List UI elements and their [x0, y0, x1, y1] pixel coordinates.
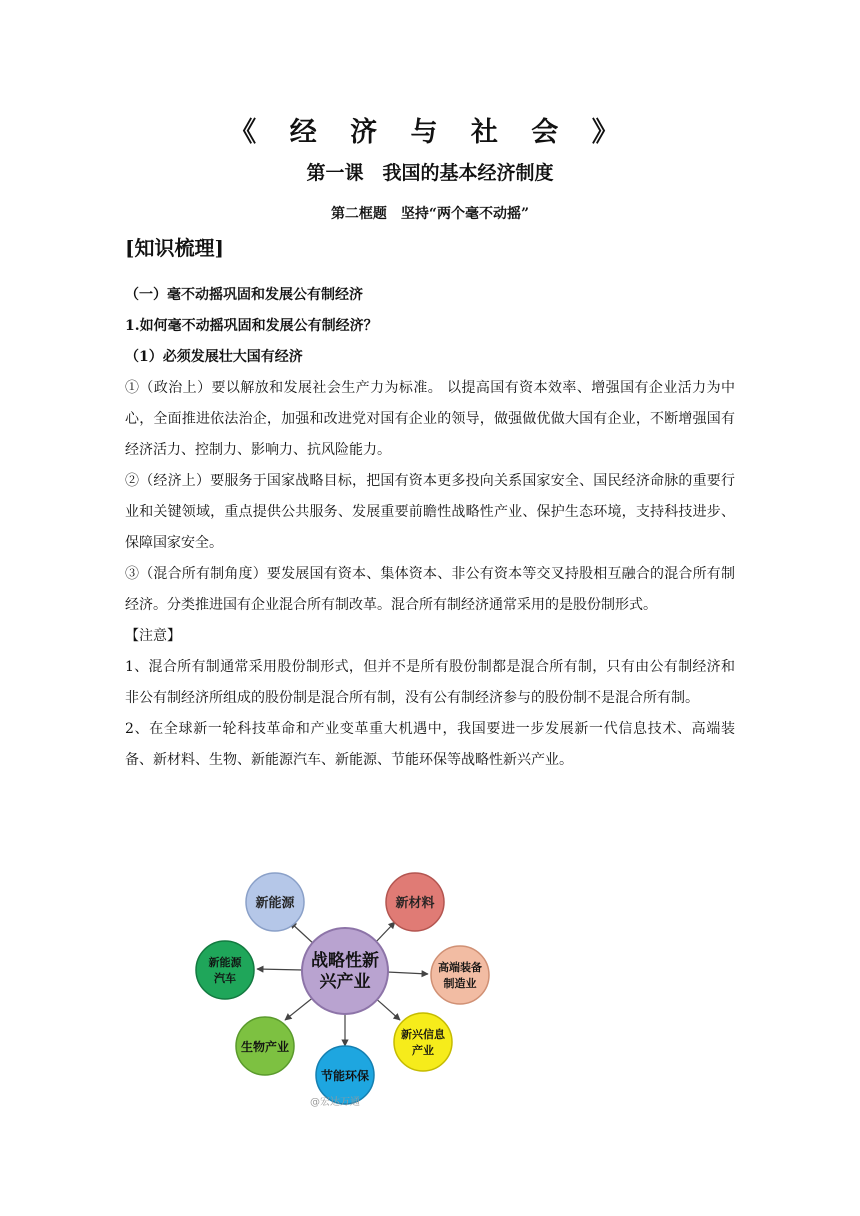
node-center [302, 928, 388, 1014]
node-ev [196, 941, 254, 999]
node-it-label-1: 新兴信息 [401, 1028, 445, 1041]
node-bio [236, 1017, 294, 1075]
node-it [394, 1013, 452, 1071]
node-bio-label: 生物产业 [240, 1040, 290, 1054]
node-ev-label-2: 汽车 [214, 972, 236, 985]
heading-one: （一）毫不动摇巩固和发展公有制经济 [125, 287, 363, 303]
node-center-label-2: 兴产业 [319, 972, 371, 992]
section-heading: [知识梳理] [125, 236, 224, 260]
node-eco-label: 节能环保 [320, 1069, 370, 1083]
node-new-material-label: 新材料 [395, 896, 435, 911]
node-new-energy [246, 873, 304, 931]
document-body [125, 280, 735, 776]
arrow-new-energy [290, 922, 315, 945]
node-new-energy-label: 新能源 [255, 896, 295, 911]
arrow-ev [257, 969, 303, 970]
frame-title: 第二框题 坚持“两个毫不动摇” [330, 206, 530, 222]
node-new-material [386, 873, 444, 931]
note-two: 2、在全球新一轮科技革命和产业变革重大机遇中，我国要进一步发展新一代信息技术、高端装备、新材料、生物、新能源汽车、新能源、节能环保等战略性新兴产业。 [125, 721, 735, 768]
watermark: @宏达万通 [310, 1097, 360, 1108]
node-equipment-label-2: 制造业 [443, 977, 477, 990]
note-label: 【注意】 [125, 628, 181, 644]
node-center-label-1: 战略性新 [311, 951, 379, 971]
paragraph-economic: ②（经济上）要服务于国家战略目标，把国有资本更多投向关系国家安全、国民经济命脉的重要行业和关键领域，重点提供公共服务、发展重要前瞻性战略性产业、保护生态环境，支持科技进步、保障国家安全。 [125, 473, 735, 551]
note-one: 1、混合所有制通常采用股份制形式，但并不是所有股份制都是混合所有制，只有由公有制经济和非公有制经济所组成的股份制是混合所有制，没有公有制经济参与的股份制不是混合所有制。 [125, 659, 735, 706]
arrow-equipment [387, 972, 428, 974]
paragraph-political: ①（政治上）要以解放和发展社会生产力为标准。 以提高国有资本效率、增强国有企业活力为中心，全面推进依法治企，加强和改进党对国有企业的领导，做强做优做大国有企业，不断增强国有经济活力、控制力、影响力、抗风险能力。 [125, 380, 735, 458]
node-eco [316, 1046, 374, 1104]
question-one: 1.如何毫不动摇巩固和发展公有制经济？ [125, 318, 378, 334]
node-it-circle [394, 1013, 452, 1071]
node-equipment [431, 946, 489, 1004]
node-equipment-label-1: 高端装备 [438, 961, 482, 974]
arrow-bio [285, 996, 315, 1020]
node-ev-circle [196, 941, 254, 999]
paragraph-mixed-ownership: ③（混合所有制角度）要发展国有资本、集体资本、非公有资本等交叉持股相互融合的混合所有制经济。分类推进国有企业混合所有制改革。混合所有制经济通常采用的是股份制形式。 [125, 566, 735, 613]
strategic-industries-diagram [185, 860, 505, 1115]
node-ev-label-1: 新能源 [208, 956, 242, 969]
book-title: 《 经 济 与 社 会 》 [229, 117, 631, 148]
heading-two: （1）必须发展壮大国有经济 [125, 349, 303, 365]
lesson-title: 第一课 我国的基本经济制度 [306, 162, 554, 184]
node-equipment-circle [431, 946, 489, 1004]
node-it-label-2: 产业 [412, 1044, 434, 1057]
node-center-circle [302, 928, 388, 1014]
